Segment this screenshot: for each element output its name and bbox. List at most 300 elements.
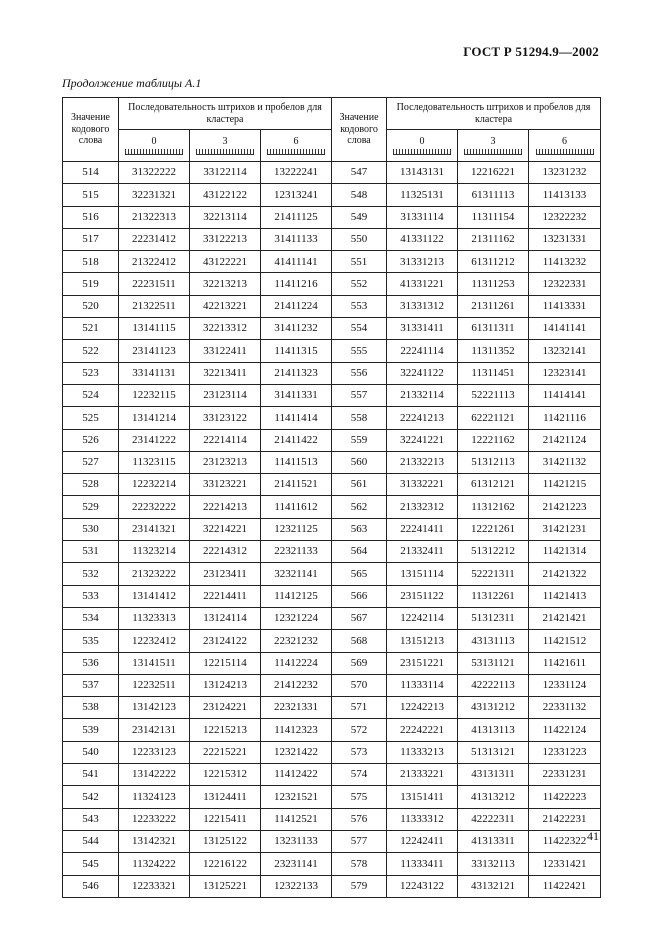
right-cluster-0-cell: 22241411 — [387, 518, 458, 540]
right-value-cell: 556 — [332, 362, 387, 384]
left-cluster-6-cell: 12322133 — [261, 875, 332, 897]
table-caption: Продолжение таблицы А.1 — [62, 76, 202, 90]
right-cluster-3-cell: 43131212 — [458, 697, 529, 719]
left-value-cell: 515 — [63, 184, 119, 206]
left-value-cell: 537 — [63, 674, 119, 696]
right-cluster-0-cell: 41331221 — [387, 273, 458, 295]
left-cluster-0-cell: 12233321 — [119, 875, 190, 897]
left-cluster-6-cell: 22321331 — [261, 697, 332, 719]
left-cluster-3-cell: 33122114 — [190, 162, 261, 184]
left-cluster-3-cell: 13125122 — [190, 830, 261, 852]
left-value-cell: 528 — [63, 474, 119, 496]
right-cluster-6-cell: 11414141 — [529, 384, 601, 406]
right-value-cell: 547 — [332, 162, 387, 184]
left-value-cell: 534 — [63, 607, 119, 629]
left-cluster-0-cell: 11324123 — [119, 786, 190, 808]
right-value-cell: 570 — [332, 674, 387, 696]
right-cluster-6-cell: 12322232 — [529, 206, 601, 228]
left-cluster-0-cell: 22231511 — [119, 273, 190, 295]
left-cluster-3-cell: 32214221 — [190, 518, 261, 540]
left-cluster-0-cell: 11323313 — [119, 607, 190, 629]
cluster-number: 6 — [562, 135, 568, 147]
left-value-cell: 543 — [63, 808, 119, 830]
right-cluster-6-cell: 11421413 — [529, 585, 601, 607]
right-cluster-6-cell: 11422322 — [529, 830, 601, 852]
left-cluster-3-cell: 23124122 — [190, 630, 261, 652]
right-value-cell: 572 — [332, 719, 387, 741]
cluster-number: 3 — [222, 135, 228, 147]
right-cluster-6-cell: 31421132 — [529, 451, 601, 473]
table-row — [63, 875, 601, 897]
right-value-cell: 571 — [332, 697, 387, 719]
right-value-cell: 568 — [332, 630, 387, 652]
left-cluster-6-cell: 31411331 — [261, 384, 332, 406]
left-cluster-3-cell: 32213411 — [190, 362, 261, 384]
cluster-number: 6 — [293, 135, 299, 147]
left-cluster-3-cell: 12215114 — [190, 652, 261, 674]
left-cluster-0-cell: 32231321 — [119, 184, 190, 206]
right-value-cell: 559 — [332, 429, 387, 451]
left-cluster-0-cell: 12232511 — [119, 674, 190, 696]
left-cluster-6-cell: 11411414 — [261, 407, 332, 429]
right-cluster-0-cell: 31331411 — [387, 318, 458, 340]
right-cluster-0-cell: 21332114 — [387, 384, 458, 406]
left-value-cell: 544 — [63, 830, 119, 852]
table-row — [63, 228, 601, 250]
right-cluster-0-cell: 11325131 — [387, 184, 458, 206]
right-cluster-3-cell: 51312212 — [458, 541, 529, 563]
left-cluster-0-cell: 12232115 — [119, 384, 190, 406]
right-value-cell: 573 — [332, 741, 387, 763]
left-cluster-0-cell: 13142123 — [119, 697, 190, 719]
cluster-6-header — [261, 130, 332, 162]
right-cluster-6-cell: 11413232 — [529, 251, 601, 273]
codeword-table — [62, 97, 601, 898]
left-cluster-3-cell: 23124221 — [190, 697, 261, 719]
left-cluster-3-cell: 12215411 — [190, 808, 261, 830]
left-cluster-0-cell: 21322313 — [119, 206, 190, 228]
right-cluster-3-cell: 52221311 — [458, 563, 529, 585]
right-cluster-0-cell: 11333114 — [387, 674, 458, 696]
left-cluster-6-cell: 21411521 — [261, 474, 332, 496]
left-cluster-3-cell: 42213221 — [190, 295, 261, 317]
left-cluster-3-cell: 13125221 — [190, 875, 261, 897]
left-value-cell: 535 — [63, 630, 119, 652]
table-row — [63, 318, 601, 340]
left-cluster-6-cell: 23231141 — [261, 853, 332, 875]
left-cluster-3-cell: 22214114 — [190, 429, 261, 451]
document-id: ГОСТ Р 51294.9—2002 — [463, 44, 599, 59]
table-row — [63, 496, 601, 518]
left-cluster-0-cell: 13141511 — [119, 652, 190, 674]
left-cluster-6-cell: 21411224 — [261, 295, 332, 317]
right-value-cell: 564 — [332, 541, 387, 563]
codeword-value-header-left: Значение кодового слова — [63, 98, 119, 162]
table-row — [63, 429, 601, 451]
right-cluster-3-cell: 12221162 — [458, 429, 529, 451]
right-value-cell: 569 — [332, 652, 387, 674]
table-row — [63, 674, 601, 696]
right-value-cell: 560 — [332, 451, 387, 473]
left-cluster-6-cell: 11412224 — [261, 652, 332, 674]
right-cluster-0-cell: 12242114 — [387, 607, 458, 629]
left-cluster-6-cell: 12313241 — [261, 184, 332, 206]
right-cluster-6-cell: 11413331 — [529, 295, 601, 317]
left-cluster-0-cell: 13141214 — [119, 407, 190, 429]
left-cluster-0-cell: 22231412 — [119, 228, 190, 250]
right-value-cell: 552 — [332, 273, 387, 295]
left-cluster-6-cell: 13222241 — [261, 162, 332, 184]
left-cluster-6-cell: 22321232 — [261, 630, 332, 652]
right-cluster-6-cell: 13231232 — [529, 162, 601, 184]
right-cluster-6-cell: 11421314 — [529, 541, 601, 563]
left-cluster-6-cell: 32321141 — [261, 563, 332, 585]
right-cluster-3-cell: 62221121 — [458, 407, 529, 429]
right-cluster-6-cell: 14141141 — [529, 318, 601, 340]
table-row — [63, 630, 601, 652]
cluster-3-header — [458, 130, 529, 162]
right-value-cell: 558 — [332, 407, 387, 429]
left-value-cell: 521 — [63, 318, 119, 340]
left-cluster-6-cell: 11412323 — [261, 719, 332, 741]
right-cluster-6-cell: 21421124 — [529, 429, 601, 451]
right-cluster-0-cell: 12242411 — [387, 830, 458, 852]
right-cluster-3-cell: 41313113 — [458, 719, 529, 741]
cluster-sequence-header-right: Последовательность штрихов и пробелов для кластера — [387, 98, 601, 130]
right-cluster-0-cell: 31331312 — [387, 295, 458, 317]
left-cluster-3-cell: 13124213 — [190, 674, 261, 696]
codeword-value-header-right: Значение кодового слова — [332, 98, 387, 162]
right-cluster-6-cell: 22331231 — [529, 764, 601, 786]
left-cluster-3-cell: 12215213 — [190, 719, 261, 741]
left-value-cell: 533 — [63, 585, 119, 607]
left-cluster-0-cell: 13141412 — [119, 585, 190, 607]
right-cluster-0-cell: 11333411 — [387, 853, 458, 875]
left-cluster-3-cell: 23123114 — [190, 384, 261, 406]
left-cluster-6-cell: 21411125 — [261, 206, 332, 228]
right-cluster-6-cell: 21421322 — [529, 563, 601, 585]
left-value-cell: 522 — [63, 340, 119, 362]
left-cluster-0-cell: 23141222 — [119, 429, 190, 451]
left-value-cell: 514 — [63, 162, 119, 184]
right-cluster-6-cell: 11422124 — [529, 719, 601, 741]
cluster-number: 0 — [419, 135, 425, 147]
right-cluster-3-cell: 11311451 — [458, 362, 529, 384]
left-cluster-0-cell: 33141131 — [119, 362, 190, 384]
left-value-cell: 527 — [63, 451, 119, 473]
right-value-cell: 555 — [332, 340, 387, 362]
cluster-6-header — [529, 130, 601, 162]
cluster-3-header — [190, 130, 261, 162]
right-cluster-3-cell: 61312121 — [458, 474, 529, 496]
left-cluster-0-cell: 12233222 — [119, 808, 190, 830]
bar-space-pattern-icon — [536, 149, 594, 155]
left-value-cell: 541 — [63, 764, 119, 786]
table-row — [63, 295, 601, 317]
right-cluster-3-cell: 52221113 — [458, 384, 529, 406]
left-cluster-3-cell: 12215312 — [190, 764, 261, 786]
right-value-cell: 579 — [332, 875, 387, 897]
left-cluster-0-cell: 13141115 — [119, 318, 190, 340]
left-cluster-3-cell: 13124114 — [190, 607, 261, 629]
right-cluster-0-cell: 21332213 — [387, 451, 458, 473]
left-cluster-3-cell: 22214411 — [190, 585, 261, 607]
right-value-cell: 574 — [332, 764, 387, 786]
left-value-cell: 517 — [63, 228, 119, 250]
right-cluster-3-cell: 11312261 — [458, 585, 529, 607]
left-cluster-3-cell: 43122221 — [190, 251, 261, 273]
left-value-cell: 523 — [63, 362, 119, 384]
left-cluster-6-cell: 41411141 — [261, 251, 332, 273]
left-cluster-0-cell: 21322511 — [119, 295, 190, 317]
right-cluster-0-cell: 13151213 — [387, 630, 458, 652]
right-cluster-3-cell: 43131113 — [458, 630, 529, 652]
right-value-cell: 563 — [332, 518, 387, 540]
left-cluster-3-cell: 33122411 — [190, 340, 261, 362]
table-row — [63, 340, 601, 362]
right-cluster-0-cell: 22242221 — [387, 719, 458, 741]
right-cluster-3-cell: 51312113 — [458, 451, 529, 473]
right-value-cell: 557 — [332, 384, 387, 406]
right-value-cell: 549 — [332, 206, 387, 228]
left-value-cell: 536 — [63, 652, 119, 674]
table-row — [63, 607, 601, 629]
right-cluster-3-cell: 51313121 — [458, 741, 529, 763]
left-cluster-3-cell: 33122213 — [190, 228, 261, 250]
bar-space-pattern-icon — [393, 149, 451, 155]
right-cluster-3-cell: 21311261 — [458, 295, 529, 317]
right-cluster-3-cell: 51312311 — [458, 607, 529, 629]
right-cluster-6-cell: 11421215 — [529, 474, 601, 496]
right-value-cell: 577 — [332, 830, 387, 852]
left-value-cell: 520 — [63, 295, 119, 317]
table-row — [63, 407, 601, 429]
right-cluster-6-cell: 12331421 — [529, 853, 601, 875]
right-cluster-0-cell: 31332221 — [387, 474, 458, 496]
left-cluster-3-cell: 32213312 — [190, 318, 261, 340]
bar-space-pattern-icon — [464, 149, 522, 155]
left-cluster-3-cell: 22215221 — [190, 741, 261, 763]
cluster-0-header — [119, 130, 190, 162]
right-value-cell: 566 — [332, 585, 387, 607]
bar-space-pattern-icon — [196, 149, 254, 155]
left-cluster-6-cell: 11412125 — [261, 585, 332, 607]
left-cluster-0-cell: 12233123 — [119, 741, 190, 763]
left-value-cell: 532 — [63, 563, 119, 585]
right-cluster-0-cell: 22241213 — [387, 407, 458, 429]
left-value-cell: 531 — [63, 541, 119, 563]
left-cluster-6-cell: 21411323 — [261, 362, 332, 384]
left-cluster-6-cell: 12321224 — [261, 607, 332, 629]
right-cluster-3-cell: 11312162 — [458, 496, 529, 518]
table-row — [63, 362, 601, 384]
left-cluster-3-cell: 22214312 — [190, 541, 261, 563]
right-value-cell: 576 — [332, 808, 387, 830]
table-row — [63, 741, 601, 763]
right-cluster-3-cell: 53131121 — [458, 652, 529, 674]
right-cluster-3-cell: 43131311 — [458, 764, 529, 786]
table-row — [63, 184, 601, 206]
left-value-cell: 545 — [63, 853, 119, 875]
right-cluster-6-cell: 31421231 — [529, 518, 601, 540]
left-cluster-6-cell: 21412232 — [261, 674, 332, 696]
table-row — [63, 563, 601, 585]
table-row — [63, 541, 601, 563]
right-cluster-6-cell: 11413133 — [529, 184, 601, 206]
right-cluster-6-cell: 12322331 — [529, 273, 601, 295]
left-cluster-6-cell: 11411216 — [261, 273, 332, 295]
left-cluster-0-cell: 11324222 — [119, 853, 190, 875]
left-cluster-3-cell: 22214213 — [190, 496, 261, 518]
table-row — [63, 697, 601, 719]
right-cluster-3-cell: 12221261 — [458, 518, 529, 540]
left-cluster-3-cell: 13124411 — [190, 786, 261, 808]
left-cluster-6-cell: 21411422 — [261, 429, 332, 451]
right-value-cell: 567 — [332, 607, 387, 629]
right-cluster-6-cell: 12331124 — [529, 674, 601, 696]
left-cluster-3-cell: 33123221 — [190, 474, 261, 496]
table-row — [63, 652, 601, 674]
table-row — [63, 474, 601, 496]
left-value-cell: 518 — [63, 251, 119, 273]
right-cluster-6-cell: 13232141 — [529, 340, 601, 362]
left-cluster-0-cell: 12232214 — [119, 474, 190, 496]
left-value-cell: 540 — [63, 741, 119, 763]
right-cluster-6-cell: 11421611 — [529, 652, 601, 674]
right-cluster-0-cell: 11333312 — [387, 808, 458, 830]
right-cluster-6-cell: 21421421 — [529, 607, 601, 629]
left-cluster-3-cell: 32213114 — [190, 206, 261, 228]
table-row — [63, 384, 601, 406]
right-cluster-3-cell: 42222311 — [458, 808, 529, 830]
right-cluster-6-cell: 21421223 — [529, 496, 601, 518]
right-value-cell: 561 — [332, 474, 387, 496]
left-cluster-0-cell: 21322412 — [119, 251, 190, 273]
left-cluster-0-cell: 23142131 — [119, 719, 190, 741]
bar-space-pattern-icon — [267, 149, 325, 155]
bar-space-pattern-icon — [125, 149, 183, 155]
right-cluster-0-cell: 31331213 — [387, 251, 458, 273]
table-row — [63, 764, 601, 786]
left-cluster-3-cell: 12216122 — [190, 853, 261, 875]
table-row — [63, 585, 601, 607]
right-value-cell: 565 — [332, 563, 387, 585]
table-row — [63, 719, 601, 741]
right-cluster-3-cell: 42222113 — [458, 674, 529, 696]
right-value-cell: 553 — [332, 295, 387, 317]
right-value-cell: 548 — [332, 184, 387, 206]
table-row — [63, 251, 601, 273]
right-cluster-3-cell: 41313212 — [458, 786, 529, 808]
left-value-cell: 546 — [63, 875, 119, 897]
right-cluster-0-cell: 13143131 — [387, 162, 458, 184]
right-cluster-0-cell: 23151221 — [387, 652, 458, 674]
right-value-cell: 551 — [332, 251, 387, 273]
left-value-cell: 516 — [63, 206, 119, 228]
left-value-cell: 538 — [63, 697, 119, 719]
left-cluster-6-cell: 22321133 — [261, 541, 332, 563]
left-cluster-6-cell: 12321125 — [261, 518, 332, 540]
right-cluster-0-cell: 13151411 — [387, 786, 458, 808]
left-cluster-3-cell: 32213213 — [190, 273, 261, 295]
table-row — [63, 808, 601, 830]
cluster-number: 0 — [151, 135, 157, 147]
left-cluster-0-cell: 12232412 — [119, 630, 190, 652]
left-cluster-6-cell: 12321422 — [261, 741, 332, 763]
right-value-cell: 562 — [332, 496, 387, 518]
right-cluster-3-cell: 11311352 — [458, 340, 529, 362]
cluster-0-header — [387, 130, 458, 162]
cluster-number: 3 — [490, 135, 496, 147]
left-cluster-6-cell: 11412521 — [261, 808, 332, 830]
right-cluster-0-cell: 11333213 — [387, 741, 458, 763]
left-cluster-0-cell: 13142222 — [119, 764, 190, 786]
left-cluster-3-cell: 23123411 — [190, 563, 261, 585]
left-cluster-0-cell: 21323222 — [119, 563, 190, 585]
right-cluster-0-cell: 41331122 — [387, 228, 458, 250]
right-cluster-3-cell: 61311212 — [458, 251, 529, 273]
left-cluster-3-cell: 23123213 — [190, 451, 261, 473]
left-cluster-6-cell: 13231133 — [261, 830, 332, 852]
right-value-cell: 554 — [332, 318, 387, 340]
left-cluster-0-cell: 11323214 — [119, 541, 190, 563]
table-row — [63, 853, 601, 875]
right-cluster-0-cell: 32241221 — [387, 429, 458, 451]
table-row — [63, 206, 601, 228]
left-value-cell: 529 — [63, 496, 119, 518]
right-cluster-3-cell: 61311311 — [458, 318, 529, 340]
left-cluster-6-cell: 11411612 — [261, 496, 332, 518]
left-cluster-3-cell: 33123122 — [190, 407, 261, 429]
right-cluster-3-cell: 43132121 — [458, 875, 529, 897]
right-cluster-6-cell: 22331132 — [529, 697, 601, 719]
right-cluster-3-cell: 12216221 — [458, 162, 529, 184]
right-cluster-0-cell: 21333221 — [387, 764, 458, 786]
left-value-cell: 519 — [63, 273, 119, 295]
left-value-cell: 525 — [63, 407, 119, 429]
left-cluster-6-cell: 11411513 — [261, 451, 332, 473]
page-number: 41 — [587, 829, 599, 843]
table-row — [63, 273, 601, 295]
right-cluster-0-cell: 12243122 — [387, 875, 458, 897]
right-cluster-6-cell: 13231331 — [529, 228, 601, 250]
right-cluster-6-cell: 12331223 — [529, 741, 601, 763]
left-value-cell: 542 — [63, 786, 119, 808]
table-header — [63, 98, 601, 162]
right-cluster-6-cell: 12323141 — [529, 362, 601, 384]
left-cluster-0-cell: 23141321 — [119, 518, 190, 540]
right-cluster-3-cell: 11311154 — [458, 206, 529, 228]
left-cluster-6-cell: 31411133 — [261, 228, 332, 250]
table-row — [63, 830, 601, 852]
left-cluster-6-cell: 31411232 — [261, 318, 332, 340]
right-cluster-0-cell: 32241122 — [387, 362, 458, 384]
right-cluster-3-cell: 11311253 — [458, 273, 529, 295]
right-value-cell: 578 — [332, 853, 387, 875]
left-cluster-0-cell: 22232222 — [119, 496, 190, 518]
right-cluster-6-cell: 11421116 — [529, 407, 601, 429]
right-value-cell: 550 — [332, 228, 387, 250]
left-value-cell: 539 — [63, 719, 119, 741]
left-value-cell: 524 — [63, 384, 119, 406]
right-value-cell: 575 — [332, 786, 387, 808]
left-value-cell: 526 — [63, 429, 119, 451]
left-cluster-0-cell: 31322222 — [119, 162, 190, 184]
table-row — [63, 518, 601, 540]
table-body — [63, 162, 601, 898]
right-cluster-3-cell: 41313311 — [458, 830, 529, 852]
table-row — [63, 451, 601, 473]
